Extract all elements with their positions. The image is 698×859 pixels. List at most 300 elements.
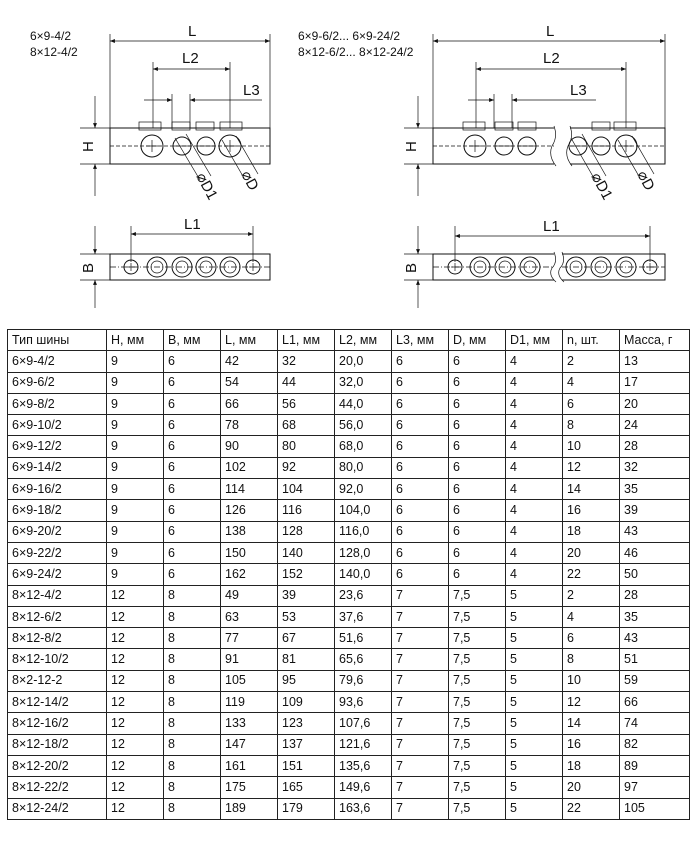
table-cell: 8×12-14/2 <box>8 692 107 713</box>
table-cell: 128,0 <box>335 542 392 563</box>
table-cell: 6 <box>392 415 449 436</box>
table-row <box>8 436 690 457</box>
table-cell: 149,6 <box>335 777 392 798</box>
table-cell: 10 <box>563 436 620 457</box>
column-header: D1, мм <box>506 330 563 351</box>
table-row <box>8 628 690 649</box>
table-cell: 20,0 <box>335 351 392 372</box>
table-cell: 8 <box>164 692 221 713</box>
left-dim-L1: L1 <box>184 216 201 233</box>
table-row <box>8 393 690 414</box>
table-cell: 67 <box>278 628 335 649</box>
column-header: L3, мм <box>392 330 449 351</box>
table-cell: 138 <box>221 521 278 542</box>
table-cell: 7,5 <box>449 777 506 798</box>
table-cell: 12 <box>107 755 164 776</box>
table-cell: 7 <box>392 670 449 691</box>
table-cell: 68,0 <box>335 436 392 457</box>
table-cell: 4 <box>506 564 563 585</box>
table-cell: 9 <box>107 521 164 542</box>
right-dim-L2: L2 <box>543 50 560 67</box>
table-cell: 6 <box>449 564 506 585</box>
table-cell: 32 <box>620 457 690 478</box>
table-cell: 8 <box>563 649 620 670</box>
table-cell: 137 <box>278 734 335 755</box>
table-row <box>8 500 690 521</box>
table-cell: 116 <box>278 500 335 521</box>
table-cell: 6×9-24/2 <box>8 564 107 585</box>
table-cell: 68 <box>278 415 335 436</box>
table-cell: 16 <box>563 500 620 521</box>
table-cell: 5 <box>506 734 563 755</box>
table-cell: 6 <box>449 372 506 393</box>
left-dim-H: H <box>80 141 97 152</box>
table-cell: 5 <box>506 755 563 776</box>
table-cell: 80,0 <box>335 457 392 478</box>
table-cell: 6 <box>164 564 221 585</box>
table-cell: 4 <box>506 393 563 414</box>
table-cell: 9 <box>107 372 164 393</box>
table-cell: 56,0 <box>335 415 392 436</box>
table-row <box>8 372 690 393</box>
table-cell: 12 <box>107 670 164 691</box>
table-cell: 6 <box>449 542 506 563</box>
table-cell: 8 <box>164 755 221 776</box>
specs-table <box>7 329 690 820</box>
table-cell: 4 <box>506 479 563 500</box>
table-cell: 79,6 <box>335 670 392 691</box>
table-cell: 189 <box>221 798 278 819</box>
table-cell: 95 <box>278 670 335 691</box>
table-row <box>8 415 690 436</box>
table-cell: 22 <box>563 564 620 585</box>
table-cell: 66 <box>620 692 690 713</box>
column-header: D, мм <box>449 330 506 351</box>
left-model-label-2: 8×12-4/2 <box>30 45 78 59</box>
table-cell: 18 <box>563 755 620 776</box>
table-cell: 7,5 <box>449 585 506 606</box>
table-cell: 4 <box>506 500 563 521</box>
right-dim-L3: L3 <box>570 82 587 99</box>
table-row <box>8 564 690 585</box>
table-cell: 6 <box>449 479 506 500</box>
table-cell: 7 <box>392 628 449 649</box>
table-cell: 5 <box>506 670 563 691</box>
table-cell: 10 <box>563 670 620 691</box>
table-cell: 8 <box>164 670 221 691</box>
table-cell: 12 <box>107 585 164 606</box>
table-cell: 6 <box>164 479 221 500</box>
table-cell: 8 <box>164 649 221 670</box>
left-dim-L2: L2 <box>182 50 199 67</box>
right-dim-D1: ⌀D1 <box>587 169 616 203</box>
table-cell: 44 <box>278 372 335 393</box>
left-dim-L3: L3 <box>243 82 260 99</box>
table-cell: 6 <box>449 521 506 542</box>
table-cell: 6 <box>164 457 221 478</box>
column-header: B, мм <box>164 330 221 351</box>
table-cell: 7,5 <box>449 670 506 691</box>
table-cell: 12 <box>563 457 620 478</box>
table-cell: 123 <box>278 713 335 734</box>
table-cell: 9 <box>107 436 164 457</box>
table-body <box>8 351 690 820</box>
table-cell: 6 <box>392 393 449 414</box>
table-cell: 92,0 <box>335 479 392 500</box>
table-cell: 6 <box>449 351 506 372</box>
table-row <box>8 777 690 798</box>
table-cell: 8 <box>164 606 221 627</box>
table-cell: 6 <box>392 542 449 563</box>
table-cell: 6 <box>563 393 620 414</box>
table-cell: 16 <box>563 734 620 755</box>
table-cell: 105 <box>620 798 690 819</box>
table-row <box>8 734 690 755</box>
column-header: Тип шины <box>8 330 107 351</box>
table-cell: 6×9-22/2 <box>8 542 107 563</box>
table-cell: 51,6 <box>335 628 392 649</box>
left-dim-B: B <box>80 262 97 273</box>
table-cell: 121,6 <box>335 734 392 755</box>
table-cell: 116,0 <box>335 521 392 542</box>
table-cell: 8 <box>164 585 221 606</box>
table-cell: 7,5 <box>449 713 506 734</box>
table-cell: 5 <box>506 713 563 734</box>
table-cell: 5 <box>506 692 563 713</box>
table-cell: 2 <box>563 351 620 372</box>
table-cell: 8×12-22/2 <box>8 777 107 798</box>
right-dim-L1: L1 <box>543 218 560 235</box>
table-cell: 8×2-12-2 <box>8 670 107 691</box>
table-cell: 140 <box>278 542 335 563</box>
table-cell: 105 <box>221 670 278 691</box>
table-row <box>8 606 690 627</box>
table-cell: 12 <box>107 798 164 819</box>
table-cell: 8 <box>164 734 221 755</box>
table-cell: 6 <box>392 351 449 372</box>
table-cell: 9 <box>107 564 164 585</box>
table-cell: 6 <box>164 521 221 542</box>
table-cell: 6×9-4/2 <box>8 351 107 372</box>
table-cell: 6 <box>449 500 506 521</box>
table-cell: 6 <box>164 372 221 393</box>
right-dim-L: L <box>546 23 555 40</box>
table-cell: 8 <box>164 777 221 798</box>
table-cell: 152 <box>278 564 335 585</box>
table-row <box>8 351 690 372</box>
table-cell: 102 <box>221 457 278 478</box>
table-cell: 6 <box>563 628 620 649</box>
table-cell: 22 <box>563 798 620 819</box>
table-cell: 133 <box>221 713 278 734</box>
table-cell: 6 <box>392 500 449 521</box>
right-dim-D: ⌀D <box>633 167 658 194</box>
column-header: Масса, г <box>620 330 690 351</box>
table-cell: 5 <box>506 649 563 670</box>
table-cell: 4 <box>563 372 620 393</box>
right-screws-front <box>463 122 637 157</box>
table-cell: 109 <box>278 692 335 713</box>
table-cell: 13 <box>620 351 690 372</box>
table-cell: 6 <box>164 542 221 563</box>
table-cell: 20 <box>620 393 690 414</box>
table-cell: 7,5 <box>449 649 506 670</box>
column-header: H, мм <box>107 330 164 351</box>
table-cell: 2 <box>563 585 620 606</box>
table-cell: 128 <box>278 521 335 542</box>
table-cell: 54 <box>221 372 278 393</box>
table-cell: 4 <box>506 542 563 563</box>
table-cell: 20 <box>563 542 620 563</box>
table-cell: 5 <box>506 798 563 819</box>
left-dim-D: ⌀D <box>237 167 262 194</box>
table-row <box>8 479 690 500</box>
table-cell: 7 <box>392 692 449 713</box>
table-cell: 4 <box>506 415 563 436</box>
table-cell: 6 <box>392 521 449 542</box>
table-cell: 93,6 <box>335 692 392 713</box>
table-header-row <box>8 330 690 351</box>
left-screws-front <box>139 122 242 157</box>
table-cell: 9 <box>107 457 164 478</box>
table-cell: 82 <box>620 734 690 755</box>
table-cell: 49 <box>221 585 278 606</box>
table-cell: 81 <box>278 649 335 670</box>
table-cell: 12 <box>107 692 164 713</box>
column-header: n, шт. <box>563 330 620 351</box>
table-cell: 140,0 <box>335 564 392 585</box>
table-cell: 9 <box>107 542 164 563</box>
table-row <box>8 692 690 713</box>
table-row <box>8 798 690 819</box>
table-cell: 77 <box>221 628 278 649</box>
table-cell: 14 <box>563 713 620 734</box>
table-cell: 9 <box>107 500 164 521</box>
table-row <box>8 521 690 542</box>
table-cell: 6 <box>164 436 221 457</box>
table-cell: 6 <box>164 415 221 436</box>
table-cell: 5 <box>506 585 563 606</box>
table-cell: 6×9-10/2 <box>8 415 107 436</box>
table-cell: 8×12-16/2 <box>8 713 107 734</box>
left-dim-L: L <box>188 23 197 40</box>
table-cell: 151 <box>278 755 335 776</box>
table-cell: 126 <box>221 500 278 521</box>
table-cell: 4 <box>563 606 620 627</box>
table-cell: 6 <box>164 393 221 414</box>
table-cell: 7 <box>392 798 449 819</box>
table-cell: 51 <box>620 649 690 670</box>
table-cell: 6 <box>449 393 506 414</box>
table-cell: 78 <box>221 415 278 436</box>
table-cell: 7,5 <box>449 734 506 755</box>
table-cell: 28 <box>620 436 690 457</box>
table-row <box>8 585 690 606</box>
table-cell: 8×12-8/2 <box>8 628 107 649</box>
table-cell: 7 <box>392 649 449 670</box>
table-cell: 43 <box>620 628 690 649</box>
table-cell: 107,6 <box>335 713 392 734</box>
table-cell: 14 <box>563 479 620 500</box>
table-cell: 8×12-20/2 <box>8 755 107 776</box>
table-cell: 119 <box>221 692 278 713</box>
table-cell: 37,6 <box>335 606 392 627</box>
table-cell: 163,6 <box>335 798 392 819</box>
column-header: L2, мм <box>335 330 392 351</box>
table-cell: 9 <box>107 393 164 414</box>
table-cell: 7 <box>392 713 449 734</box>
table-cell: 8×12-10/2 <box>8 649 107 670</box>
table-cell: 6 <box>164 500 221 521</box>
table-cell: 6 <box>449 457 506 478</box>
table-cell: 90 <box>221 436 278 457</box>
table-cell: 9 <box>107 351 164 372</box>
table-cell: 7 <box>392 585 449 606</box>
table-cell: 8×12-6/2 <box>8 606 107 627</box>
right-dim-H: H <box>403 141 420 152</box>
table-cell: 7 <box>392 777 449 798</box>
table-cell: 5 <box>506 777 563 798</box>
table-cell: 43 <box>620 521 690 542</box>
table-cell: 135,6 <box>335 755 392 776</box>
right-drawing <box>298 23 665 308</box>
table-cell: 6×9-18/2 <box>8 500 107 521</box>
table-cell: 6×9-20/2 <box>8 521 107 542</box>
table-cell: 28 <box>620 585 690 606</box>
column-header: L1, мм <box>278 330 335 351</box>
technical-drawings <box>0 0 698 318</box>
column-header: L, мм <box>221 330 278 351</box>
left-model-label-1: 6×9-4/2 <box>30 29 72 43</box>
table-cell: 6×9-16/2 <box>8 479 107 500</box>
table-cell: 7 <box>392 755 449 776</box>
table-cell: 7,5 <box>449 755 506 776</box>
table-cell: 4 <box>506 372 563 393</box>
table-cell: 7,5 <box>449 692 506 713</box>
table-cell: 9 <box>107 415 164 436</box>
table-cell: 74 <box>620 713 690 734</box>
table-cell: 32 <box>278 351 335 372</box>
table-cell: 92 <box>278 457 335 478</box>
table-cell: 12 <box>107 606 164 627</box>
table-cell: 104,0 <box>335 500 392 521</box>
table-row <box>8 542 690 563</box>
table-cell: 7,5 <box>449 628 506 649</box>
table-cell: 39 <box>620 500 690 521</box>
table-cell: 97 <box>620 777 690 798</box>
table-cell: 12 <box>107 777 164 798</box>
table-cell: 6×9-14/2 <box>8 457 107 478</box>
table-cell: 6 <box>392 372 449 393</box>
table-cell: 6×9-8/2 <box>8 393 107 414</box>
table-cell: 12 <box>107 734 164 755</box>
table-cell: 6 <box>392 564 449 585</box>
table-cell: 7 <box>392 606 449 627</box>
table-cell: 6 <box>392 479 449 500</box>
table-row <box>8 755 690 776</box>
table-cell: 165 <box>278 777 335 798</box>
table-cell: 53 <box>278 606 335 627</box>
table-cell: 18 <box>563 521 620 542</box>
table-cell: 147 <box>221 734 278 755</box>
left-drawing <box>30 23 270 308</box>
table-cell: 4 <box>506 521 563 542</box>
table-cell: 50 <box>620 564 690 585</box>
table-cell: 7,5 <box>449 606 506 627</box>
table-cell: 6 <box>392 457 449 478</box>
table-cell: 6×9-12/2 <box>8 436 107 457</box>
right-model-label-1: 6×9-6/2... 6×9-24/2 <box>298 29 401 43</box>
table-cell: 8 <box>164 798 221 819</box>
table-cell: 12 <box>107 628 164 649</box>
table-cell: 8 <box>563 415 620 436</box>
table-cell: 12 <box>107 649 164 670</box>
table-cell: 65,6 <box>335 649 392 670</box>
table-cell: 17 <box>620 372 690 393</box>
table-cell: 6×9-6/2 <box>8 372 107 393</box>
table-cell: 4 <box>506 436 563 457</box>
table-row <box>8 457 690 478</box>
table-cell: 46 <box>620 542 690 563</box>
table-cell: 7,5 <box>449 798 506 819</box>
table-cell: 4 <box>506 457 563 478</box>
table-cell: 23,6 <box>335 585 392 606</box>
table-cell: 42 <box>221 351 278 372</box>
table-cell: 162 <box>221 564 278 585</box>
table-cell: 4 <box>506 351 563 372</box>
left-dim-D1: ⌀D1 <box>192 169 221 203</box>
table-cell: 20 <box>563 777 620 798</box>
right-dim-B: B <box>403 262 420 273</box>
table-cell: 89 <box>620 755 690 776</box>
table-cell: 6 <box>164 351 221 372</box>
table-cell: 7 <box>392 734 449 755</box>
table-cell: 161 <box>221 755 278 776</box>
table-cell: 80 <box>278 436 335 457</box>
table-cell: 9 <box>107 479 164 500</box>
table-row <box>8 670 690 691</box>
table-cell: 32,0 <box>335 372 392 393</box>
table-cell: 175 <box>221 777 278 798</box>
table-cell: 44,0 <box>335 393 392 414</box>
table-row <box>8 713 690 734</box>
table-cell: 5 <box>506 628 563 649</box>
table-cell: 24 <box>620 415 690 436</box>
table-cell: 8×12-4/2 <box>8 585 107 606</box>
table-cell: 179 <box>278 798 335 819</box>
table-cell: 63 <box>221 606 278 627</box>
table-cell: 104 <box>278 479 335 500</box>
table-cell: 114 <box>221 479 278 500</box>
table-cell: 6 <box>449 436 506 457</box>
table-cell: 5 <box>506 606 563 627</box>
table-cell: 6 <box>392 436 449 457</box>
table-cell: 12 <box>107 713 164 734</box>
right-model-label-2: 8×12-6/2... 8×12-24/2 <box>298 45 414 59</box>
table-cell: 35 <box>620 479 690 500</box>
table-cell: 150 <box>221 542 278 563</box>
table-cell: 35 <box>620 606 690 627</box>
table-cell: 8×12-18/2 <box>8 734 107 755</box>
table-cell: 8 <box>164 628 221 649</box>
table-cell: 6 <box>449 415 506 436</box>
table-cell: 56 <box>278 393 335 414</box>
table-row <box>8 649 690 670</box>
table-cell: 8×12-24/2 <box>8 798 107 819</box>
table-cell: 59 <box>620 670 690 691</box>
table-cell: 12 <box>563 692 620 713</box>
table-cell: 8 <box>164 713 221 734</box>
